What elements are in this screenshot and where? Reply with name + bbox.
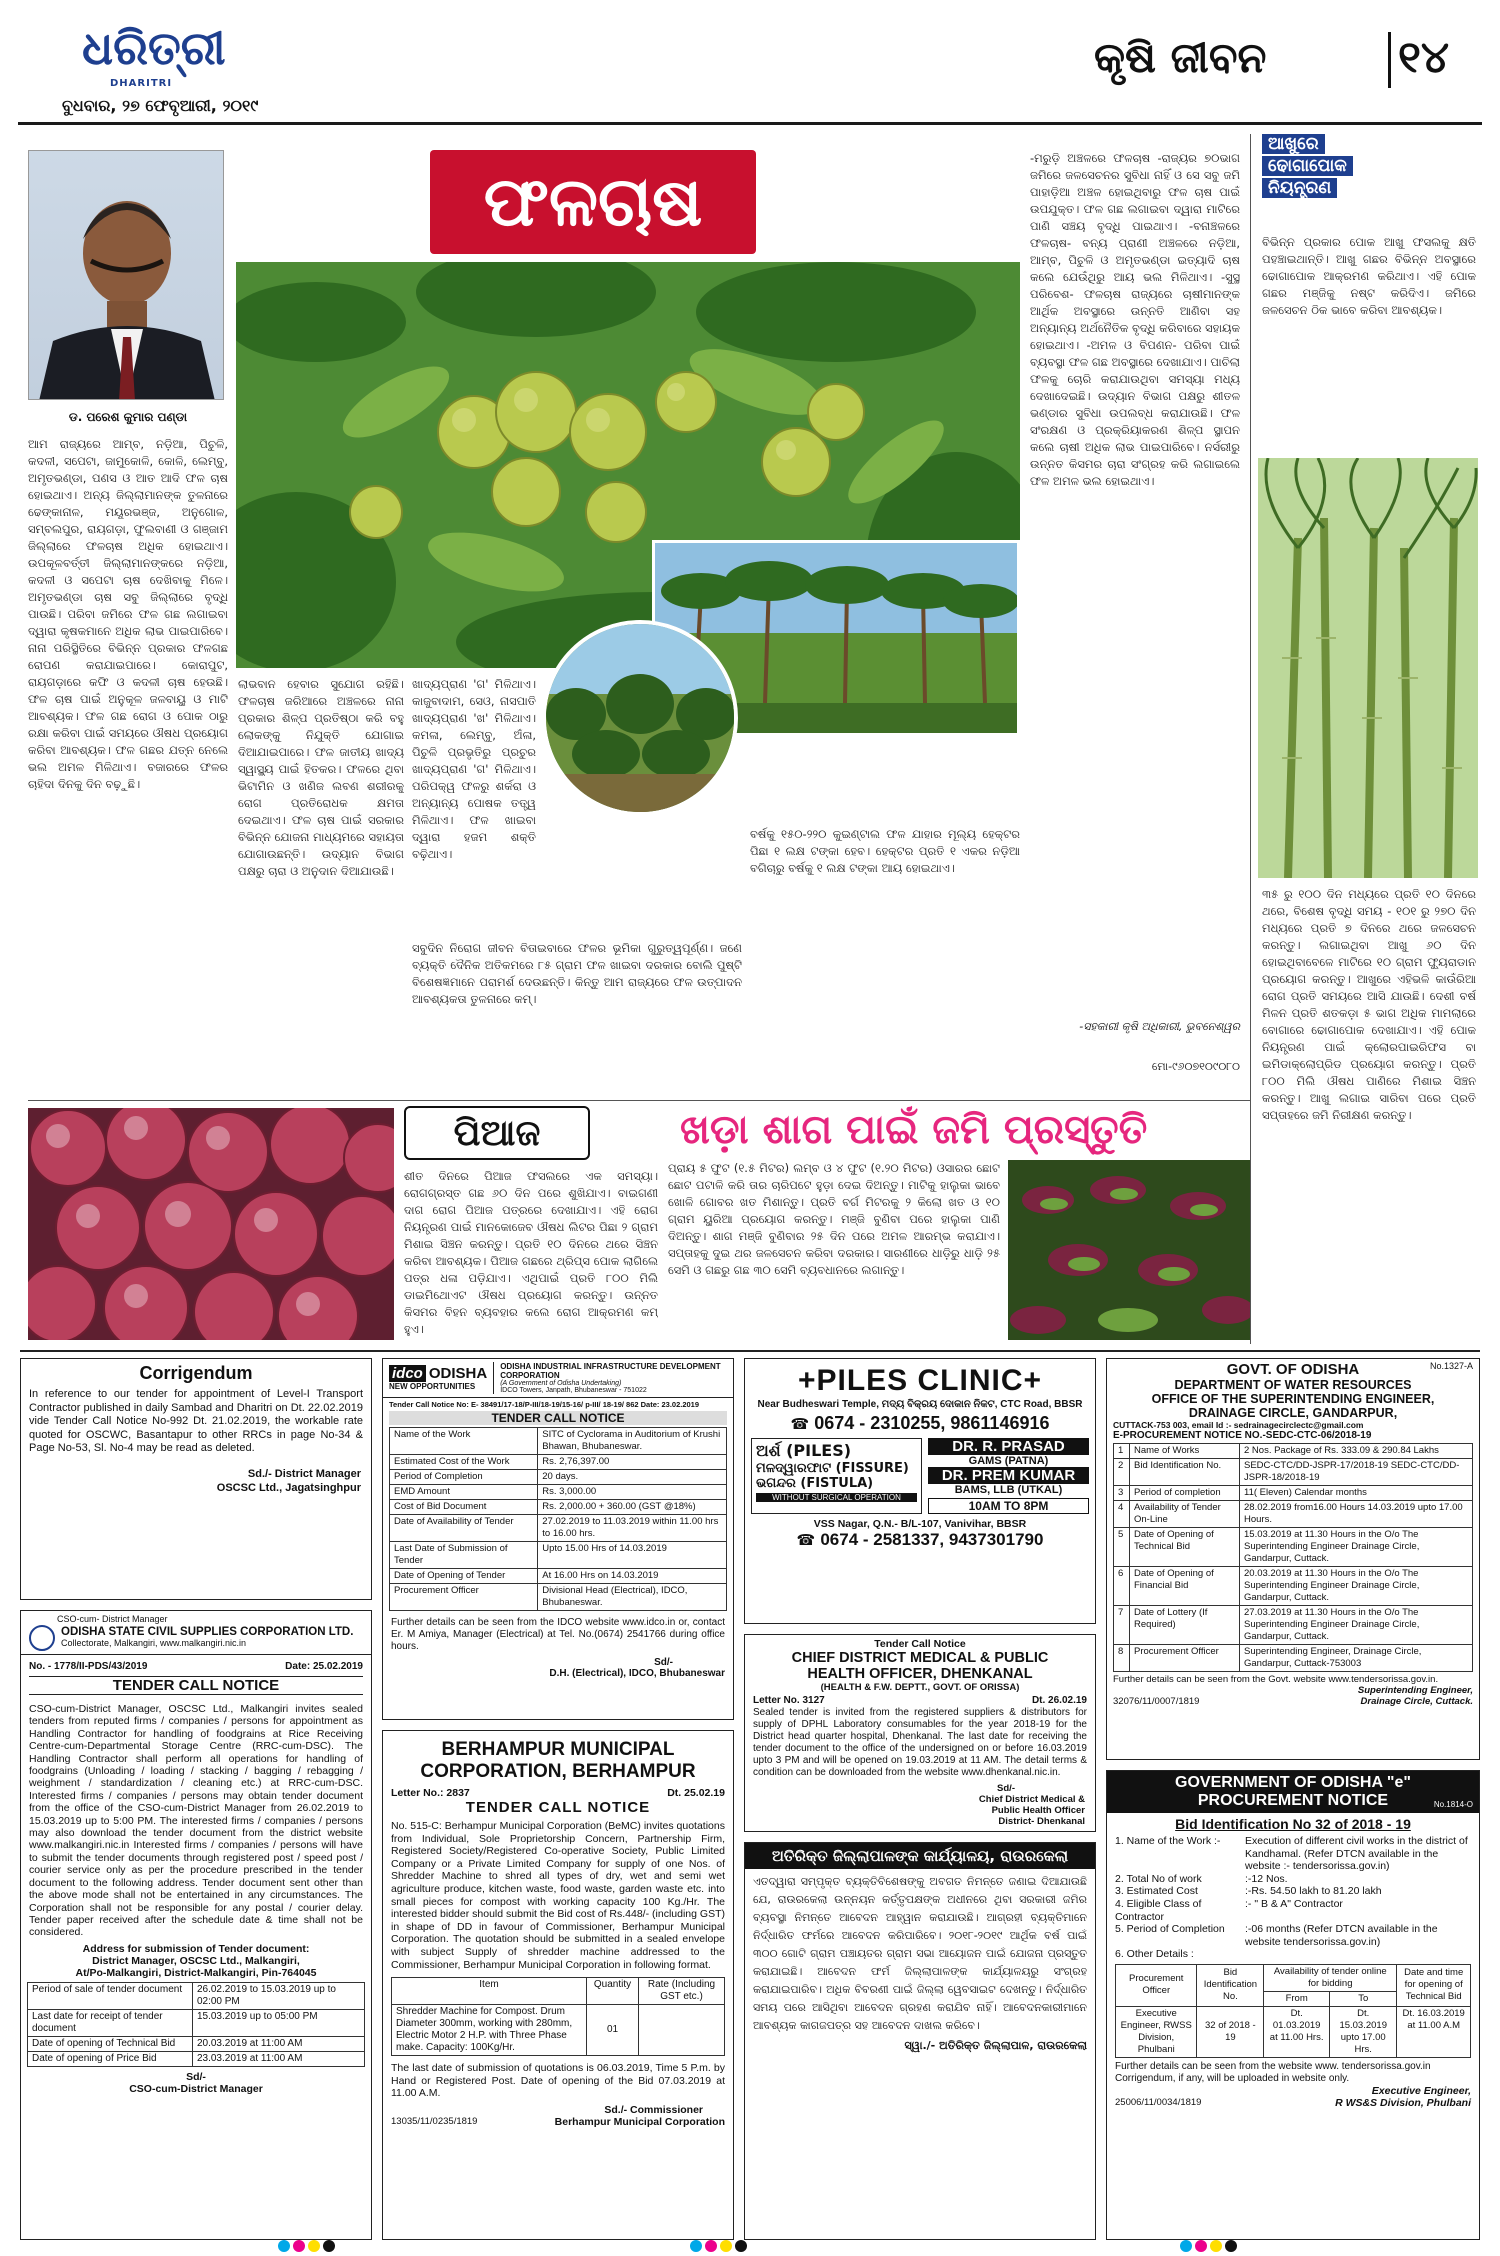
bmc-sign-2: Berhampur Municipal Corporation xyxy=(554,2115,725,2128)
water-sign-2: Drainage Circle, Cuttack. xyxy=(1360,1696,1473,1707)
page-number: ୧୪ xyxy=(1398,32,1450,83)
oscsc-sub: Collectorate, Malkangiri, www.malkangiri.nic.in xyxy=(61,1638,247,1648)
bmc-title-2: CORPORATION, BERHAMPUR xyxy=(420,1761,696,1782)
oscsc-date: Date: 25.02.2019 xyxy=(285,1661,363,1672)
bmc-code: 13035/11/0235/1819 xyxy=(391,2115,478,2127)
water-sign-1: Superintending Engineer, xyxy=(1357,1685,1473,1696)
water-contact: CUTTACK-753 003, email Id :- sedrainagecirclectc@gmail.com xyxy=(1113,1420,1364,1430)
onion-photo xyxy=(28,1108,394,1340)
main-story-right-col: -ମରୁଡ଼ି ଅଞ୍ଚଳରେ ଫଳଚାଷ -ରାଜ୍ୟର ୭୦ଭାଗ ଜମିରେ ଜଳସେଚନର ସୁବିଧା ନାହିଁ ଓ ସେ ସବୁ ଜମି ପାହାଡ଼ିଆ ଅଞ୍ଚଳ ହୋଇଥିବାରୁ ଫଳ ଚାଷ ପାଇଁ ଉପଯୁକ୍ତ। ଫଳ ଗଛ ଲଗାଇବା ଦ୍ୱାରା ମାଟିରେ ପାଣି ସଞ୍ଚୟ ବୃଦ୍ଧି ପାଇଥାଏ। -ବନାଞ୍ଚଳରେ ଫଳଚାଷ- ବନ୍ୟ ପ୍ରାଣୀ ଅଞ୍ଚଳରେ ନଡ଼ିଆ, ଆମ୍ବ, ପିଚୁଳି ଓ ଅମୃତଭଣ୍ଡା ଇତ୍ୟାଦି ଚାଷ କଲେ ଯେଉଁଥିରୁ ଆୟ ଭଲ ମିଳିଥାଏ। -ସୁସ୍ଥ ପରିବେଶ- ଫଳଚାଷ ରାଜ୍ୟରେ ଚାଷୀମାନଙ୍କ ଆର୍ଥିକ ଅବସ୍ଥାରେ ଉନ୍ନତି ଆଣିବା ସହ ଅନ୍ୟାନ୍ୟ ଅର୍ଥନୈତିକ ବୃଦ୍ଧି କରିବାରେ ସହାୟକ ହୋଇଥାଏ। -ଅମଳ ଓ ବିପଣନ- ପରିବା ପାଇଁ ବ୍ୟବସ୍ଥା ଫଳ ଗଛ ଅବସ୍ଥାରେ ଦେଖାଯାଏ। ପାଚିଲା ଫଳକୁ ଚୋରି କରାଯାଉଥିବା ସମସ୍ୟା ମଧ୍ୟ ଦେଖାଦେଇଛି। ଉଦ୍ୟାନ ବିଭାଗ ପକ୍ଷରୁ ଶୀତଳ ଭଣ୍ଡାର ସୁବିଧା ଉପଲବ୍ଧ କରାଯାଉଛି। ଫଳ ସଂରକ୍ଷଣ ଓ ପ୍ରକ୍ରିୟାକରଣ ଶିଳ୍ପ ସ୍ଥାପନ କଲେ ଚାଷୀ ଅଧିକ ଲାଭ ପାଇପାରିବେ। ନର୍ସରୀରୁ ଉନ୍ନତ କିସମର ଚାରା ସଂଗ୍ରହ କରି ଲଗାଇଲେ ଫଳ ଅମଳ ଭଲ ହୋଇଥାଏ। xyxy=(1030,151,1240,488)
table-row: Last Date of Submission of Tender Upto 15.00 Hrs of 14.03.2019 xyxy=(390,1542,727,1569)
bmc-notice: TENDER CALL NOTICE xyxy=(465,1799,651,1816)
cdmo-sign-2: Chief District Medical & xyxy=(978,1794,1085,1805)
idco-tagline: NEW OPPORTUNITIES xyxy=(389,1382,476,1391)
rwss-title-1: GOVERNMENT OF ODISHA "e" xyxy=(1175,1774,1411,1791)
idco-org-sub: (A Government of Odisha Undertaking) xyxy=(500,1380,622,1387)
table-row: Date of Availability of Tender 27.02.2019 to 11.03.2019 within 11.00 hrs to 16.00 hrs. xyxy=(390,1515,727,1542)
piles-phone-1: 0674 - 2310255, 9861146916 xyxy=(814,1413,1050,1433)
oscsc-addr-1: District Manager, OSCSC Ltd., Malkangiri, xyxy=(92,1954,300,1967)
rwss-sign-2: R WS&S Division, Phulbani xyxy=(1335,2096,1471,2109)
water-line-3: OFFICE OF THE SUPERINTENDING ENGINEER, xyxy=(1151,1392,1435,1406)
table-row: Last date for receipt of tender document 15.03.2019 up to 05:00 PM xyxy=(28,2009,365,2036)
water-line-4: DRAINAGE CIRCLE, GANDARPUR, xyxy=(1188,1406,1398,1420)
corrigendum-ad xyxy=(20,1358,372,1600)
bmc-table xyxy=(391,1977,725,2056)
rwss-item-label: 5. Period of Completion xyxy=(1115,1923,1225,1936)
rwss-sign-1: Executive Engineer, xyxy=(1371,2084,1471,2097)
main-story-col3: ଖାଦ୍ୟପ୍ରାଣ 'ଗ' ମିଳିଥାଏ। କାଜୁବାଦାମ, ସେଓ, ନାସପାତି ଖାଦ୍ୟପ୍ରାଣ 'ଖ' ମିଳିଥାଏ। କମଳା, ଲେମ୍ବୁ, ଅଁଳା, ପିଚୁଳି ପ୍ରଭୃତିରୁ ପ୍ରଚୁର ଖାଦ୍ୟପ୍ରାଣ 'ଗ' ମିଳିଥାଏ। ପରିପକ୍ୱ ଫଳରୁ ଶର୍କରା ଓ ଅନ୍ୟାନ୍ୟ ପୋଷକ ତତ୍ତ୍ୱ ମିଳିଥାଏ। ଫଳ ଖାଇବା ଦ୍ୱାରା ହଜମ ଶକ୍ତି ବଢ଼ିଥାଏ। xyxy=(412,677,536,861)
oscsc-logo-icon xyxy=(29,1625,55,1651)
sidebar-headline-box xyxy=(1262,134,1402,228)
water-table xyxy=(1113,1443,1473,1672)
piles-branch: VSS Nagar, Q.N.- B/L-107, Vanivihar, BBSR xyxy=(813,1518,1027,1530)
cdmo-ad xyxy=(744,1634,1096,1832)
table-row: Executive Engineer, RWSS Division, Phulbani 32 of 2018 - 19 Dt. 01.03.2019 at 11.00 Hrs. Dt. 15.03.2019 upto 17.00 Hrs. Dt. 16.03.2019 at 11.00 A.M xyxy=(1116,2006,1471,2057)
masthead-logo: ଧରିତ୍ରୀ xyxy=(82,21,226,75)
main-headline: ଫଳଚାଷ xyxy=(483,162,703,242)
oscsc-top-label: CSO-cum- District Manager xyxy=(57,1614,168,1624)
ads-separator xyxy=(20,1350,1480,1352)
table-row: Cost of Bid Document Rs. 2,000.00 + 360.00 (GST @18%) xyxy=(390,1500,727,1515)
rwss-footer: Further details can be seen from the website www. tendersorissa.gov.in Corrigendum, if any, will be uploaded in website only. xyxy=(1115,2060,1431,2084)
table-row: Procurement Officer Divisional Head (Electrical), IDCO, Bhubaneswar. xyxy=(390,1584,727,1611)
idco-title: TENDER CALL NOTICE xyxy=(389,1411,727,1425)
table-row: 6 Date of Opening of Financial Bid 20.03.2019 at 11.30 Hours in the O/o The Superintending Engineer Drainage Circle, Gandarpur, Cuttack. xyxy=(1114,1567,1473,1606)
rwss-ad xyxy=(1106,1770,1480,2240)
piles-doc-1-degree: GAMS (PATNA) xyxy=(968,1455,1049,1467)
sidebar-headline-1: ଆଖୁରେ xyxy=(1262,134,1325,154)
cdmo-title-2: HEALTH OFFICER, DHENKANAL xyxy=(807,1666,1033,1682)
registration-marks-mid xyxy=(690,2240,747,2252)
rwss-item-value: :-06 months (Refer DTCN available in the website tendersorissa.gov.in) xyxy=(1245,1923,1438,1948)
idco-table xyxy=(389,1427,727,1611)
piles-doc-2: DR. PREM KUMAR xyxy=(928,1467,1089,1484)
table-row: Shredder Machine for Compost. Drum Diameter 300mm, working with 280mm, Electric Motor 2 H.P. with Three Phase make. Capacity: 100Kg/Hr. 01 xyxy=(392,2005,725,2056)
masthead-logo-sub: DHARITRI xyxy=(110,78,173,89)
rwss-table xyxy=(1115,1964,1471,2058)
rwss-title-2: PROCUREMENT NOTICE xyxy=(1197,1792,1389,1809)
piles-phone-2: 0674 - 2581337, 9437301790 xyxy=(820,1530,1044,1549)
adm-body: ଏତଦ୍ୱାରା ସମ୍ପୃକ୍ତ ବ୍ୟକ୍ତିବିଶେଷଙ୍କୁ ଅବଗତ ନିମନ୍ତେ ଜଣାଇ ଦିଆଯାଉଛି ଯେ, ରାଉରକେଲା ଉନ୍ନୟନ କର୍ତ୍ତୃପକ୍ଷଙ୍କ ଅଧୀନରେ ଥିବା ସରକାରୀ ଜମିର ବ୍ୟବସ୍ଥା ନିମନ୍ତେ ଆବେଦନ ଆହ୍ୱାନ କରାଯାଉଛି। ଆଗ୍ରହୀ ବ୍ୟକ୍ତିମାନେ ନିର୍ଦ୍ଧାରିତ ଫର୍ମରେ ଆବେଦନ କରିପାରିବେ। ୨୦୧୮-୨୦୧୯ ଆର୍ଥିକ ବର୍ଷ ପାଇଁ ୩୦୦ ଗୋଟି ଗ୍ରାମ ପଞ୍ଚାୟତର ଗ୍ରାମ ସଭା ଆୟୋଜନ ପାଇଁ ଯୋଜନା ପ୍ରସ୍ତୁତ କରାଯାଇଛି। ଆବେଦନ ଫର୍ମ ଜିଲ୍ଲାପାଳଙ୍କ କାର୍ଯ୍ୟାଳୟରୁ ସଂଗ୍ରହ କରାଯାଇପାରିବ। ଅଧିକ ବିବରଣୀ ପାଇଁ ଜିଲ୍ଲା ୱେବସାଇଟ ଦେଖନ୍ତୁ। ନିର୍ଦ୍ଧାରିତ ସମୟ ପରେ ଆସିଥିବା ଆବେଦନ ଗ୍ରହଣ କରାଯିବ ନାହିଁ। ଆବେଦନକାରୀମାନେ ଆବଶ୍ୟକ କାଗଜପତ୍ର ସହ ଆବେଦନ ଦାଖଲ କରିବେ। xyxy=(753,1875,1087,2032)
idco-sign-1: Sd/- xyxy=(654,1657,673,1668)
table-row: Date of opening of Technical Bid 20.03.2019 at 11:00 AM xyxy=(28,2036,365,2051)
bmc-letter: Letter No.: 2837 xyxy=(391,1787,470,1799)
piles-doc-1: DR. R. PRASAD xyxy=(928,1438,1089,1455)
rwss-code: 25006/11/0034/1819 xyxy=(1115,2096,1202,2108)
section-divider xyxy=(1388,32,1391,88)
piles-timing: 10AM TO 8PM xyxy=(928,1498,1089,1514)
corrigendum-title: Corrigendum xyxy=(139,1363,253,1383)
bmc-date: Dt. 25.02.19 xyxy=(667,1787,725,1799)
oscsc-sign-2: CSO-cum-District Manager xyxy=(129,2082,263,2095)
table-row: 7 Date of Lottery (If Required) 27.03.2019 at 11.30 Hours in the O/o The Superintending Engineer Drainage Circle, Gandarpur, Cuttack. xyxy=(1114,1606,1473,1645)
cdmo-letter: Letter No. 3127 xyxy=(753,1695,825,1706)
corrigendum-body: In reference to our tender for appointment of Level-I Transport Contractor published in daily Sambad and Dharitri on Dt. 22.02.2019 vide Tender Call Notice No-992 Dt. 21.02.2019, the workable rate quoted for OSCWC, Basantapur to other RRCs in page No-34 & Page No-53, Sl. No-4 may be read as deleted. xyxy=(29,1388,363,1454)
water-ref: No.1327-A xyxy=(1429,1361,1473,1371)
cdmo-date: Dt. 26.02.19 xyxy=(1031,1695,1087,1706)
table-row: Date of opening of Price Bid 23.03.2019 at 11:00 AM xyxy=(28,2051,365,2066)
water-code: 32076/11/0007/1819 xyxy=(1113,1696,1200,1707)
idco-footer: Further details can be seen from the IDCO website www.idco.in or, contact Er. M Amiya, Manager (Electrical) at Tel. No.(0674) 2541766 during office hours. xyxy=(391,1617,725,1652)
main-story-col4: ସବୁଦିନ ନିରୋଗ ଜୀବନ ବିତାଇବାରେ ଫଳର ଭୂମିକା ଗୁରୁତ୍ୱପୂର୍ଣ୍ଣ। ଜଣେ ବ୍ୟକ୍ତି ଦୈନିକ ଅତିକମରେ ୮୫ ଗ୍ରାମ ଫଳ ଖାଇବା ଦରକାର ବୋଲି ପୁଷ୍ଟି ବିଶେଷଜ୍ଞମାନେ ପରାମର୍ଶ ଦେଉଛନ୍ତି। କିନ୍ତୁ ଆମ ରାଜ୍ୟରେ ଫଳ ଉତ୍ପାଦନ ଆବଶ୍ୟକତା ତୁଳନାରେ କମ୍। xyxy=(412,941,742,1006)
idco-brand: idco xyxy=(389,1365,426,1382)
masthead-rule xyxy=(18,122,1482,125)
main-story-col1: ଆମ ରାଜ୍ୟରେ ଆମ୍ବ, ନଡ଼ିଆ, ପିଚୁଳି, କଦଳୀ, ସପେଟା, ଜାମୁକୋଳି, କୋଳି, ଲେମ୍ବୁ, ଅମୃତଭଣ୍ଡା, ପଣସ ଓ ଆତ ଆଦି ଫଳ ଚାଷ ହୋଇଥାଏ। ଅନ୍ୟ ଜିଲ୍ଲାମାନଙ୍କ ତୁଳନାରେ ଢେଙ୍କାନାଳ, ମୟୂରଭଞ୍ଜ, ଅନୁଗୋଳ, ସମ୍ବଲପୁର, ରାୟଗଡ଼ା, ଫୁଲବାଣୀ ଓ ଗଞ୍ଜାମ ଜିଲ୍ଲାରେ ଫଳଚାଷ ଅଧିକ ହୋଇଥାଏ। ଉପକୂଳବର୍ତ୍ତୀ ଜିଲ୍ଲାମାନଙ୍କରେ ନଡ଼ିଆ, କଦଳୀ ଓ ସପେଟା ଚାଷ ଦେଖିବାକୁ ମିଳେ। ଅମୃତଭଣ୍ଡା ଚାଷ ସବୁ ଜିଲ୍ଲାରେ ବୃଦ୍ଧି ପାଉଛି। ପରିବା ଜମିରେ ଫଳ ଗଛ ଲଗାଇବା ଦ୍ୱାରା କୃଷକମାନେ ଅଧିକ ଲାଭ ପାଇପାରିବେ। ନାନା ପରିସ୍ଥିତିରେ ବିଭିନ୍ନ ପ୍ରକାର ଫଳଗଛ ରୋପଣ କରାଯାଇପାରେ। କୋରାପୁଟ, ରାୟଗଡ଼ାରେ କଫି ଓ କଦଳୀ ଚାଷ ହେଉଛି। ଫଳ ଚାଷ ପାଇଁ ଅନୁକୂଳ ଜଳବାୟୁ ଓ ମାଟି ଆବଶ୍ୟକ। ଫଳ ଗଛ ରୋଗ ଓ ପୋକ ଠାରୁ ରକ୍ଷା କରିବା ପାଇଁ ସମୟରେ ଔଷଧ ପ୍ରୟୋଗ କରିବା ଆବଶ୍ୟକ। ଫଳ ଗଛର ଯତ୍ନ ନେଲେ ଭଲ ଅମଳ ମିଳିଥାଏ। ବଜାରରେ ଫଳର ଚାହିଦା ଦିନକୁ ଦିନ ବଢ଼ୁଛି। xyxy=(28,437,228,791)
corrigendum-sign-1: Sd./- District Manager xyxy=(247,1467,361,1480)
oscsc-sign-1: Sd/- xyxy=(186,2070,206,2083)
bmc-footer: The last date of submission of quotations is 06.03.2019, Time 5 P.m. by Hand or Registered Post. Date of opening of the Bid 07.03.2019 at 11.00 A.M. xyxy=(391,2062,725,2100)
main-story-byline: -ସହକାରୀ କୃଷି ଅଧିକାରୀ, ଭୁବନେଶ୍ୱର xyxy=(1079,1020,1240,1033)
table-row: 1 Name of Works 2 Nos. Package of Rs. 333.09 & 290.84 Lakhs xyxy=(1114,1444,1473,1459)
idco-brand-2: ODISHA xyxy=(428,1365,488,1382)
oscsc-title: TENDER CALL NOTICE xyxy=(29,1676,363,1695)
author-photo xyxy=(28,150,224,400)
rwss-item-label: 1. Name of the Work :- xyxy=(1115,1835,1221,1847)
water-resources-ad xyxy=(1106,1358,1480,1760)
bmc-ad xyxy=(382,1730,734,2240)
piles-no-surgery: WITHOUT SURGICAL OPERATION xyxy=(756,1493,917,1502)
table-row: 4 Availability of Tender On-Line 28.02.2019 from16.00 Hours 14.03.2019 upto 17.00 Hours. xyxy=(1114,1501,1473,1528)
rwss-bid: Bid Identification No 32 of 2018 - 19 xyxy=(1175,1816,1411,1832)
sidebar-body-top: ବିଭିନ୍ନ ପ୍ରକାର ପୋକ ଆଖୁ ଫସଲକୁ କ୍ଷତି ପହଞ୍ଚାଇଥାନ୍ତି। ଆଖୁ ଗଛର ବିଭିନ୍ନ ଅବସ୍ଥାରେ ଢୋଗାପୋକ ଆକ୍ରମଣ କରିଥାଏ। ଏହି ପୋକ ଗଛର ମଞ୍ଜିକୁ ନଷ୍ଟ କରିଦିଏ। ଜମିରେ ଜଳସେଚନ ଠିକ ଭାବେ କରିବା ଆବଶ୍ୟକ। xyxy=(1262,235,1476,317)
leafy-headline: ଖଡ଼ା ଶାଗ ପାଇଁ ଜମି ପ୍ରସ୍ତୁତି xyxy=(680,1106,1148,1153)
col-separator xyxy=(1250,134,1251,1344)
idco-address: IDCO Towers, Janpath, Bhubaneswar - 751022 xyxy=(500,1387,647,1394)
rwss-item-label: 6. Other Details : xyxy=(1115,1948,1194,1961)
adm-sign: ସ୍ୱା./- ଅତିରିକ୍ତ ଜିଲ୍ଲାପାଳ, ରାଉରକେଲା xyxy=(904,2039,1087,2052)
piles-doc-2-degree: BAMS, LLB (UTKAL) xyxy=(954,1484,1063,1496)
cdmo-body: Sealed tender is invited from the registered suppliers & distributors for supply of DPHL Laboratory consumables for the year 2018-19 for the District head quarter hospital, Dhenkanal. The last date for receiving the tender document to the office of the undersigned on or before 16.03.2019 upto 3 PM and will be opened on 19.03.2019 at 11 AM. The detail terms & condition can be downloaded from the website www.dhenkanal.nic.in. xyxy=(753,1707,1087,1778)
oscsc-name: ODISHA STATE CIVIL SUPPLIES CORPORATION LTD. xyxy=(61,1626,354,1638)
table-row: Item Quantity Rate (Including GST etc.) xyxy=(392,1978,725,2005)
corrigendum-sign-2: OSCSC Ltd., Jagatsinghpur xyxy=(216,1481,361,1494)
rwss-item-value: :-Rs. 54.50 lakh to 81.20 lakh xyxy=(1245,1885,1382,1898)
table-row: Procurement Officer Bid Identification No. Availability of tender online for bidding Date and time for opening of Technical Bid xyxy=(1116,1964,1471,1991)
table-row: Name of the Work SITC of Cyclorama in Auditorium of Krushi Bhawan, Bhubaneswar. xyxy=(390,1428,727,1455)
table-row: 3 Period of completion 11( Eleven) Calendar months xyxy=(1114,1486,1473,1501)
bmc-body: No. 515-C: Berhampur Municipal Corporation (BeMC) invites quotations from Individual, Sole Proprietorship Concern, Partnership Firm, Registered Society/Registered Co-operative Society, Public Limited Company or a Private Limited Company for supply of one Nos. of Shredder Machine to shred all types of dry, wet and semi wet agriculture produce, kitchen waste, food waste, garden waste etc. into small pieces for compost with working capacity 100 Kg./Hr. The interested bidder should submit the Bid cost of Rs.448/- (including GST) in shape of DD in favour of Commissioner, Berhampur Municipal Corporation. The quotation should be submitted in a sealed envelope with subject Supply of shredder machine addressed to the Commissioner, Berhampur Municipal Corporation in following format. xyxy=(391,1820,725,1971)
rwss-item-label: 3. Estimated Cost xyxy=(1115,1885,1198,1898)
section-title: କୃଷି ଜୀବନ xyxy=(1094,33,1267,82)
table-row: 2 Bid Identification No. SEDC-CTC/DD-JSPR-17/2018-19 SEDC-CTC/DD-JSPR-18/2018-19 xyxy=(1114,1459,1473,1486)
phone-icon: ☎ xyxy=(796,1531,816,1549)
main-story-col5: ବର୍ଷକୁ ୧୫୦-୨୨୦ କୁଇଣ୍ଟାଲ ଫଳ ଯାହାର ମୂଲ୍ୟ ହେକ୍ଟର ପିଛା ୧ ଲକ୍ଷ ଟଙ୍କା ହେବ। ହେକ୍ଟର ପ୍ରତି ୧ ଏକର ନଡ଼ିଆ ବଗିଚାରୁ ବର୍ଷକୁ ୧ ଲକ୍ଷ ଟଙ୍କା ଆୟ ହୋଇଥାଏ। xyxy=(750,827,1020,875)
masthead xyxy=(0,0,1500,150)
idco-notice-no: Tender Call Notice No: E- 38491/17-18/P-III/18-19/15-16/ p-III/ 18-19/ 862 Date: 23.02.2019 xyxy=(389,1400,700,1409)
row-separator xyxy=(28,1100,1250,1101)
onion-headline: ପିଆଜ xyxy=(453,1112,541,1154)
author-name: ଡ. ପରେଶ କୁମାର ପଣ୍ଡା xyxy=(68,410,188,424)
table-row: Period of Completion 20 days. xyxy=(390,1470,727,1485)
adm-title: ଅତିରିକ୍ତ ଜିଲ୍ଲାପାଳଙ୍କ କାର୍ଯ୍ୟାଳୟ, ରାଉରକେଲା xyxy=(745,1843,1095,1869)
masthead-date: ବୁଧବାର, ୨୭ ଫେବୃଆରୀ, ୨୦୧୯ xyxy=(62,96,259,115)
sidebar-body-bottom: ୩୫ ରୁ ୧୦୦ ଦିନ ମଧ୍ୟରେ ପ୍ରତି ୧୦ ଦିନରେ ଥରେ, ବିଶେଷ ବୃଦ୍ଧି ସମୟ - ୧୦୧ ରୁ ୨୭୦ ଦିନ ମଧ୍ୟରେ ପ୍ରତି ୭ ଦିନରେ ଥରେ ଜଳସେଚନ କରନ୍ତୁ। ଲଗାଇଥିବା ଆଖୁ ୬୦ ଦିନ ହୋଇଥିବାବେଳେ ମାଟିରେ ୧୦ ଗ୍ରାମ ଫ୍ୟୁରାଡାନ ପ୍ରୟୋଗ କରନ୍ତୁ। ଆଖୁରେ ଏହିଭଳି କାଉଁରିଆ ରୋଗ ପ୍ରତି ସମୟରେ ଆସି ଯାଉଛି। ଦେଶୀ ବର୍ଷ ମିଳନ ପ୍ରତି ଶତକଡ଼ା ୫ ଭାଗ ଅଧିକ ମାମଲାରେ ବୋଗାରେ ଢୋଗାପୋକ ଦେଖାଯାଏ। ଏହି ପୋକ ନିୟନ୍ତ୍ରଣ ପାଇଁ କ୍ଲୋରପାଇରିଫସ ବା ଇମିଡାକ୍ଲୋପ୍ରିଡ ପ୍ରୟୋଗ କରନ୍ତୁ। ପ୍ରତି ୮୦୦ ମିଲି ଔଷଧ ପାଣିରେ ମିଶାଇ ସିଞ୍ଚନ କରନ୍ତୁ। ଆଖୁ ଲଗାଇ ସାରିବା ପରେ ପ୍ରତି ସପ୍ତାହରେ ଜମି ନିରୀକ୍ଷଣ କରନ୍ତୁ। xyxy=(1262,887,1476,1122)
piles-item-3: ଭଗନ୍ଦର (FISTULA) xyxy=(756,1476,874,1491)
main-story-phone: ମୋ-୯୬୦୭୧୦୯୦୮୦ xyxy=(1151,1060,1240,1073)
oscsc-no: No. - 1778/II-PDS/43/2019 xyxy=(29,1661,148,1672)
sugarcane-photo xyxy=(1258,458,1478,878)
phone-icon: ☎ xyxy=(790,1415,810,1433)
oscsc-body: CSO-cum-District Manager, OSCSC Ltd., Malkangiri invites sealed tenders from reputed firms / companies / persons for appointment as Handling Contractor for handling of foodgrains at Rice Receiving Centre-cum-Departmental Storage Centre (RRC-cum-DSC). The Handling Contractor shall perform all operations for handling of foodgrains (Unloading / loading / stacking / bagging / rebagging / weighment / standardization / cleaning etc.) at RRC-cum-DSC. Interested firms / companies / persons may obtain tender document from the office of the CSO-cum-District Manager from 26.02.2019 to 15.03.2019 up to 5:00 PM. The interested firms / companies / persons may also download the tender document from the district website www.malkangiri.nic.in Interested firms / companies / persons will have to submit the tender documents through registered post / speed post / courier service only as per the procedure prescribed in the tender document to the following address. Tender document sent other than the above mode shall not be entertained in any circumstances. The Corporation shall not be responsible for any postal / courier delay. Tender paper received after the schedule date & time shall not be considered. xyxy=(29,1703,363,1939)
bmc-sign-1: Sd./- Commissioner xyxy=(604,2103,703,2116)
rwss-item-label: 2. Total No of work xyxy=(1115,1872,1202,1885)
registration-marks-left xyxy=(278,2240,335,2252)
leafy-body: ପ୍ରାୟ ୫ ଫୁଟ (୧.୫ ମିଟର) ଲମ୍ବ ଓ ୪ ଫୁଟ (୧.୨୦ ମିଟର) ଓସାରର ଛୋଟ ଛୋଟ ପଟାଳି କରି ତାର ଚାରିପଟେ ହୁଡ଼ା ଦେଇ ଦିଅନ୍ତୁ। ମାଟିକୁ ହାଲୁକା ଭାବେ ଖୋଳି ଗୋବର ଖତ ମିଶାନ୍ତୁ। ପ୍ରତି ବର୍ଗ ମିଟରକୁ ୨ କିଲୋ ଖତ ଓ ୧୦ ଗ୍ରାମ ୟୁରିଆ ପ୍ରୟୋଗ କରନ୍ତୁ। ମଞ୍ଜି ବୁଣିବା ପରେ ହାଲୁକା ପାଣି ଦିଅନ୍ତୁ। ଶାଗ ମଞ୍ଜି ବୁଣିବାର ୨୫ ଦିନ ପରେ ଅମଳ ଆରମ୍ଭ କରାଯାଏ। ସପ୍ତାହକୁ ଦୁଇ ଥର ଜଳସେଚନ କରିବା ଦରକାର। ସାରଣୀରେ ଧାଡ଼ିରୁ ଧାଡ଼ି ୨୫ ସେମି ଓ ଗଛରୁ ଗଛ ୩୦ ସେମି ବ୍ୟବଧାନରେ ଲଗାନ୍ତୁ। xyxy=(668,1161,1000,1277)
table-row: Estimated Cost of the Work Rs. 2,76,397.00 xyxy=(390,1455,727,1470)
rwss-item-value: Execution of different civil works in the district of Kandhamal. (Refer DTCN available in the website :- tendersorissa.gov.in) xyxy=(1245,1835,1468,1873)
table-row: From To xyxy=(1116,1991,1471,2006)
piles-clinic-ad xyxy=(744,1358,1096,1624)
cdmo-sign-4: District- Dhenkanal xyxy=(998,1816,1085,1827)
adm-rourkela-ad xyxy=(744,1842,1096,2240)
rwss-item-label: 4. Eligible Class of Contractor xyxy=(1115,1897,1202,1923)
table-row: 8 Procurement Officer Superintending Engineer, Drainage Circle, Gandarpur, Cuttack-753003 xyxy=(1114,1645,1473,1672)
idco-org: ODISHA INDUSTRIAL INFRASTRUCTURE DEVELOPMENT CORPORATION xyxy=(500,1362,721,1380)
main-story-col2: ଲାଭବାନ ହେବାର ସୁଯୋଗ ରହିଛି। ଫଳଚାଷ ଜରିଆରେ ଅଞ୍ଚଳରେ ନାନା ପ୍ରକାର ଶିଳ୍ପ ପ୍ରତିଷ୍ଠା କରି ବହୁ ଲୋକଙ୍କୁ ନିଯୁକ୍ତି ଯୋଗାଇ ଦିଆଯାଇପାରେ। ଫଳ ଜାତୀୟ ଖାଦ୍ୟ ସ୍ୱାସ୍ଥ୍ୟ ପାଇଁ ହିତକର। ଫଳରେ ଥିବା ଭିଟାମିନ ଓ ଖଣିଜ ଲବଣ ଶରୀରକୁ ରୋଗ ପ୍ରତିରୋଧକ କ୍ଷମତା ଦେଇଥାଏ। ଫଳ ଚାଷ ପାଇଁ ସରକାର ବିଭିନ୍ନ ଯୋଜନା ମାଧ୍ୟମରେ ସହାୟତା ଯୋଗାଉଛନ୍ତି। ଉଦ୍ୟାନ ବିଭାଗ ପକ୍ଷରୁ ଚାରା ଓ ଅନୁଦାନ ଦିଆଯାଉଛି। xyxy=(238,677,404,878)
sidebar-headline-3: ନିୟନ୍ତ୍ରଣ xyxy=(1262,178,1337,198)
rwss-item-value: :- " B & A" Contractor xyxy=(1245,1897,1343,1910)
onion-body: ଶୀତ ଦିନରେ ପିଆଜ ଫସଲରେ ଏକ ସମସ୍ୟା। ରୋଗଗ୍ରସ୍ତ ଗଛ ୬୦ ଦିନ ପରେ ଶୁଖିଯାଏ। ବାଇଗଣୀ ଦାଗ ରୋଗ ପିଆଜ ପତ୍ରରେ ଦେଖାଯାଏ। ଏହି ରୋଗ ନିୟନ୍ତ୍ରଣ ପାଇଁ ମାନକୋଜେବ ଔଷଧ ଲିଟର ପିଛା ୨ ଗ୍ରାମ ମିଶାଇ ସିଞ୍ଚନ କରନ୍ତୁ। ପ୍ରତି ୧୦ ଦିନରେ ଥରେ ସିଞ୍ଚନ କରିବା ଆବଶ୍ୟକ। ପିଆଜ ଗଛରେ ଥ୍ରିପ୍ସ ପୋକ ଲାଗିଲେ ପତ୍ର ଧଳା ପଡ଼ିଯାଏ। ଏଥିପାଇଁ ପ୍ରତି ୮୦୦ ମିଲି ଡାଇମିଥୋଏଟ ଔଷଧ ପ୍ରୟୋଗ କରନ୍ତୁ। ଉନ୍ନତ କିସମର ବିହନ ବ୍ୟବହାର କଲେ ରୋଗ ଆକ୍ରମଣ କମ୍ ହୁଏ। xyxy=(404,1169,658,1336)
water-footer: Further details can be seen from the Govt. website www.tendersorissa.gov.in. xyxy=(1113,1674,1439,1685)
water-notice: E-PROCUREMENT NOTICE NO.-SEDC-CTC-06/2018-19 xyxy=(1113,1430,1372,1441)
bmc-title-1: BERHAMPUR MUNICIPAL xyxy=(441,1739,675,1760)
piles-item-1: ଅର୍ଶ (PILES) xyxy=(756,1441,852,1460)
piles-address: Near Budheswari Temple, ମଦ୍ୟ ବିକ୍ରୟ ଦୋକାନ ନିକଟ, CTC Road, BBSR xyxy=(757,1399,1083,1410)
cdmo-sign-1: Sd/- xyxy=(997,1783,1015,1794)
oscsc-addr-2: At/Po-Malkangiri, District-Malkangiri, Pin-764045 xyxy=(75,1966,317,1979)
oscsc-schedule-table xyxy=(27,1982,365,2067)
registration-marks-right xyxy=(1180,2240,1237,2252)
cdmo-sub: (HEALTH & F.W. DEPTT., GOVT. OF ORISSA) xyxy=(820,1682,1020,1693)
piles-item-2: ମଳଦ୍ୱାରଫାଟ (FISSURE) xyxy=(756,1461,909,1476)
table-row: Date of Opening of Tender At 16.00 Hrs on 14.03.2019 xyxy=(390,1569,727,1584)
water-line-1: GOVT. OF ODISHA xyxy=(1226,1361,1360,1378)
idco-sign-2: D.H. (Electrical), IDCO, Bhubaneswar xyxy=(549,1668,725,1679)
table-row: Period of sale of tender document 26.02.2019 to 15.03.2019 up to 02:00 PM xyxy=(28,1982,365,2009)
piles-title: +PILES CLINIC+ xyxy=(797,1364,1043,1397)
rwss-ref: No.1814-O xyxy=(1433,1800,1473,1809)
cdmo-sign-3: Public Health Officer xyxy=(991,1805,1085,1816)
rwss-item-value: :-12 Nos. xyxy=(1245,1872,1288,1885)
amaranth-photo xyxy=(1008,1160,1250,1340)
oscsc-ad xyxy=(20,1610,372,2240)
oscsc-addr-title: Address for submission of Tender document: xyxy=(82,1942,310,1955)
cdmo-title-1: CHIEF DISTRICT MEDICAL & PUBLIC xyxy=(791,1650,1049,1666)
table-row: 5 Date of Opening of Technical Bid 15.03.2019 at 11.30 Hours in the O/o The Superintending Engineer Drainage Circle, Gandarpur, Cuttack. xyxy=(1114,1528,1473,1567)
cdmo-label: Tender Call Notice xyxy=(874,1638,966,1650)
onion-headline-box xyxy=(404,1106,590,1160)
main-headline-box xyxy=(430,150,756,254)
water-line-2: DEPARTMENT OF WATER RESOURCES xyxy=(1174,1378,1412,1392)
sidebar-headline-2: ଢୋଗାପୋକ xyxy=(1262,156,1353,176)
idco-ad xyxy=(382,1358,734,1720)
orchard-circle-photo xyxy=(542,620,738,816)
table-row: EMD Amount Rs. 3,000.00 xyxy=(390,1485,727,1500)
